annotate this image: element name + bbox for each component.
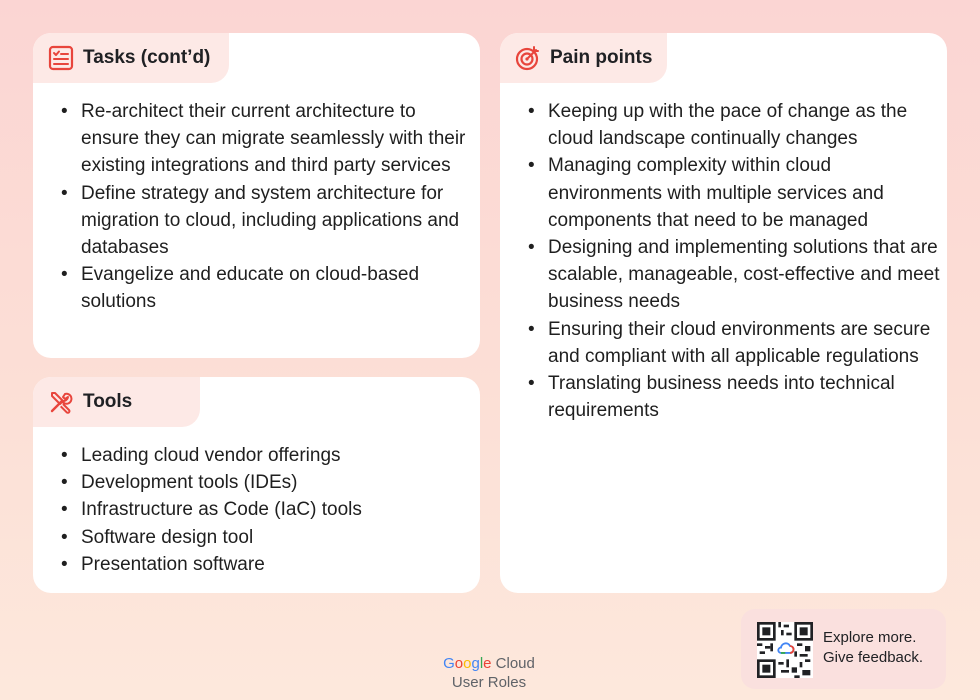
list-item: • Leading cloud vendor offerings bbox=[59, 442, 474, 469]
footer-subtitle: User Roles bbox=[451, 674, 527, 691]
tools-list bbox=[59, 442, 474, 578]
pain-points-card-title: Pain points bbox=[550, 47, 653, 68]
list-item: • Ensuring their cloud environments are secure and compliant with all applicable regulations bbox=[526, 316, 941, 370]
list-item: • Development tools (IDEs) bbox=[59, 469, 474, 496]
cloud-wordmark: Cloud bbox=[495, 655, 535, 672]
list-item: • Define strategy and system architecture for migration to cloud, including applications and databases bbox=[59, 180, 474, 262]
list-item: • Evangelize and educate on cloud-based solutions bbox=[59, 261, 474, 315]
give-feedback-link[interactable]: Give feedback. bbox=[823, 649, 924, 666]
list-item: • Re-architect their current architecture to ensure they can migrate seamlessly with their existing integrations and third party services bbox=[59, 98, 474, 180]
tools-card-header bbox=[33, 377, 200, 427]
feedback-text[interactable] bbox=[823, 628, 923, 668]
target-icon bbox=[514, 44, 542, 72]
list-item: • Translating business needs into technical requirements bbox=[526, 370, 941, 424]
list-item: • Presentation software bbox=[59, 551, 474, 578]
tasks-card-header bbox=[33, 33, 229, 83]
checklist-icon bbox=[47, 44, 75, 72]
feedback-qr-panel[interactable] bbox=[741, 609, 946, 689]
list-item: • Managing complexity within cloud environments with multiple services and components that need to be managed bbox=[526, 152, 941, 234]
pain-points-card-header bbox=[500, 33, 667, 83]
qr-code-icon[interactable] bbox=[757, 622, 813, 678]
list-item: • Keeping up with the pace of change as the cloud landscape continually changes bbox=[526, 98, 941, 152]
list-item: • Designing and implementing solutions that are scalable, manageable, cost-effective and meet business needs bbox=[526, 234, 941, 316]
pain-points-list bbox=[526, 98, 941, 424]
pain-points-card bbox=[500, 33, 947, 593]
google-cloud-logo bbox=[430, 654, 548, 692]
tasks-card-title: Tasks (cont’d) bbox=[83, 47, 211, 68]
tools-card bbox=[33, 377, 480, 593]
tasks-card bbox=[33, 33, 480, 358]
tools-card-title: Tools bbox=[83, 391, 133, 412]
tools-icon bbox=[47, 388, 75, 416]
brand-wordmark bbox=[430, 654, 548, 673]
google-wordmark: Google bbox=[443, 655, 492, 672]
list-item: • Infrastructure as Code (IaC) tools bbox=[59, 496, 474, 523]
list-item: • Software design tool bbox=[59, 524, 474, 551]
tasks-list bbox=[59, 98, 474, 316]
explore-more-link[interactable]: Explore more. bbox=[823, 629, 917, 646]
